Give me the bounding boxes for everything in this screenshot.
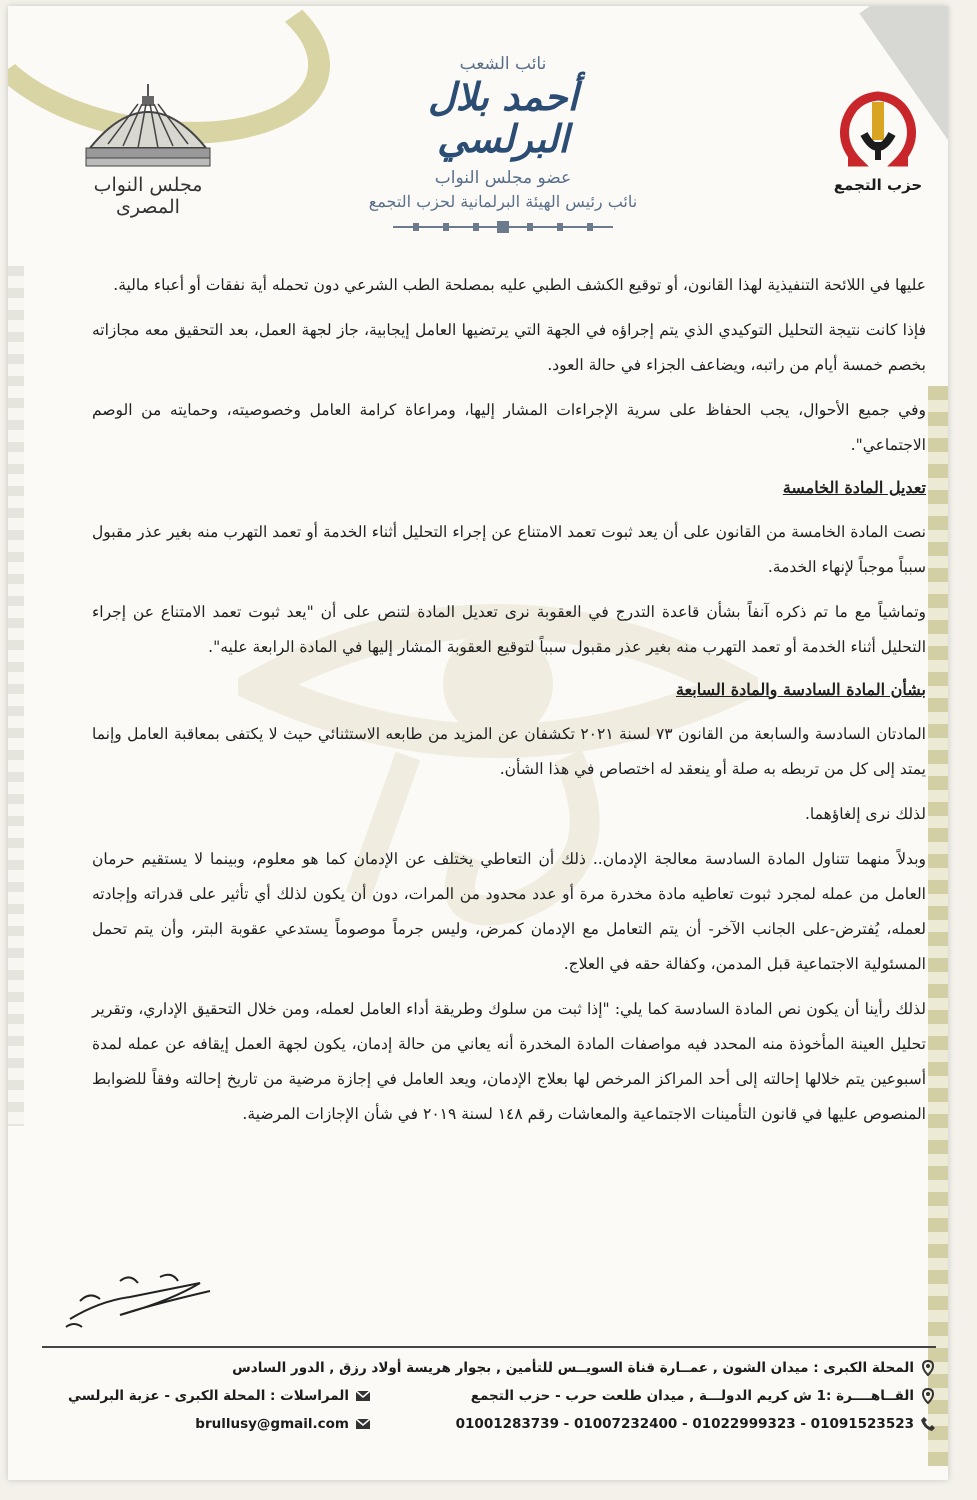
paragraph: وبدلاً منهما تتناول المادة السادسة معالجة الإدمان.. ذلك أن التعاطي يختلف عن الإدمان كما هو معلوم، وبينما لا يستقيم حرمان العامل من عمله لمجرد ثبوت تعاطيه مادة مخدرة مرة أو عدد محدود من المرات، دون أن يكون لذلك أي تأثير على قدراته وإجادته لعمله، يُفترض-على الجانب الآخر- أن يتم التعامل مع الإدمان كمرض، وليس جرماً موصوماً يستدعي عقوبة البتر، وأن يتم تحمل المسئولية الاجتماعية قبل المدمن، وكفالة حقه في العلاج. xyxy=(92,850,926,973)
paragraph: نصت المادة الخامسة من القانون على أن يعد ثبوت تعمد الامتناع عن إجراء التحليل أثناء الخدمة أو تعمد التهرب منه بغير عذر مقبول سبباً موجباً لإنهاء الخدمة. xyxy=(92,523,926,576)
phone-icon xyxy=(920,1416,936,1432)
letter-body xyxy=(92,268,926,1142)
deputy-title: نائب الشعب xyxy=(459,54,547,74)
ornament-divider xyxy=(393,221,613,233)
paragraph: فإذا كانت نتيجة التحليل التوكيدي الذي يتم إجراؤه في الجهة التي يرتضيها العامل إيجابية، جاز لجهة العمل، بعد التحقيق معه مجازاته بخصم خمسة أيام من راتبه، ويضاعف الجزاء في حالة العود. xyxy=(92,321,926,374)
footer-divider xyxy=(42,1346,936,1348)
party-logo xyxy=(828,84,928,194)
footer xyxy=(42,1354,936,1444)
location-pin-icon xyxy=(920,1360,936,1376)
handwritten-signature xyxy=(60,1261,230,1331)
parliament-name: مجلس النواب المصرى xyxy=(93,174,203,218)
section-heading: بشأن المادة السادسة والمادة السابعة xyxy=(675,680,926,699)
section-heading: تعديل المادة الخامسة xyxy=(782,478,926,497)
email-link[interactable]: brullusy@gmail.com xyxy=(195,1416,349,1432)
footer-email xyxy=(195,1416,371,1432)
letterhead-center xyxy=(368,54,638,237)
footer-address-text: القــاهــــرة :1 ش كريم الدولـــة , ميدان طلعت حرب - حزب التجمع xyxy=(470,1388,914,1404)
member-title: عضو مجلس النواب xyxy=(434,167,572,188)
deputy-name: أحمد بلال البرلسي xyxy=(427,74,579,161)
footer-address-mahalla xyxy=(232,1360,936,1376)
party-name: حزب التجمع xyxy=(833,176,923,194)
phone-numbers[interactable]: 01091523523 - 01022999323 - 01007232400 - 01001283739 xyxy=(455,1416,914,1432)
envelope-icon xyxy=(355,1388,371,1404)
parliament-dome-icon xyxy=(78,82,218,168)
letter-page xyxy=(8,6,948,1480)
footer-address-cairo xyxy=(471,1388,936,1404)
paragraph: لذلك نرى إلغاؤهما. xyxy=(805,805,926,823)
vice-title: نائب رئيس الهيئة البرلمانية لحزب التجمع xyxy=(368,191,638,211)
envelope-icon xyxy=(355,1416,371,1432)
mail-address-text: المراسلات : المحلة الكبرى - عزبة البرلسي xyxy=(67,1388,349,1404)
paragraph: وفي جميع الأحوال، يجب الحفاظ على سرية الإجراءات المشار إليها، ومراعاة كرامة العامل وخصوصيته، وحمايته من الوصم الاجتماعي". xyxy=(92,401,926,454)
footer-phones xyxy=(456,1416,936,1432)
paragraph: عليها في اللائحة التنفيذية لهذا القانون، أو توقيع الكشف الطبي عليه بمصلحة الطب الشرعي دون تحمله أية نفقات أو أعباء مالية. xyxy=(113,276,926,294)
paragraph: المادتان السادسة والسابعة من القانون ٧٣ لسنة ٢٠٢١ تكشفان عن المزيد من طابعه الاستثنائي حيث لا يكتفى بمعاقبة العامل وإنما يمتد إلى كل من تربطه به صلة أو ينعقد له اختصاص في هذا الشأن. xyxy=(92,725,926,778)
parliament-logo xyxy=(68,82,228,218)
paragraph: وتماشياً مع ما تم ذكره آنفاً بشأن قاعدة التدرج في العقوبة نرى تعديل المادة لتنص على أن "يعد ثبوت تعمد الامتناع عن إجراء التحليل أثناء الخدمة أو تعمد التهرب منه بغير عذر مقبول سبباً لتوقيع العقوبة المشار إليها في المادة الرابعة عليه". xyxy=(92,603,926,656)
left-edge-pattern xyxy=(8,266,24,1126)
location-pin-icon xyxy=(920,1388,936,1404)
footer-mail-address xyxy=(68,1388,371,1404)
right-edge-pattern xyxy=(928,386,948,1466)
footer-address-text: المحلة الكبرى : ميدان الشون , عمــارة قناة السويــس للتأمين , بجوار هريسة أولاد رزق , الدور السادس xyxy=(232,1360,914,1376)
paragraph: لذلك رأينا أن يكون نص المادة السادسة كما يلي: "إذا ثبت من سلوك وطريقة أداء العامل لعمله، ومن خلال التحقيق الإداري، وتقرير تحليل العينة المأخوذة منه المحدد فيه مواصفات المادة المخدرة أنه يعاني من حالة إدمان، يكون لجهة العمل إيقافه عن عمله لمدة أسبوعين يتم خلالها إحالته إلى أحد المراكز المرخص لها بعلاج الإدمان، ويعد العامل في إجازة مرضية من تاريخ إحالته وفقاً للضوابط المنصوص عليها في قانون التأمينات الاجتماعية والمعاشات رقم ١٤٨ لسنة ٢٠١٩ في شأن الإجازات المرضية. xyxy=(92,1000,927,1123)
party-emblem-icon xyxy=(834,84,922,168)
